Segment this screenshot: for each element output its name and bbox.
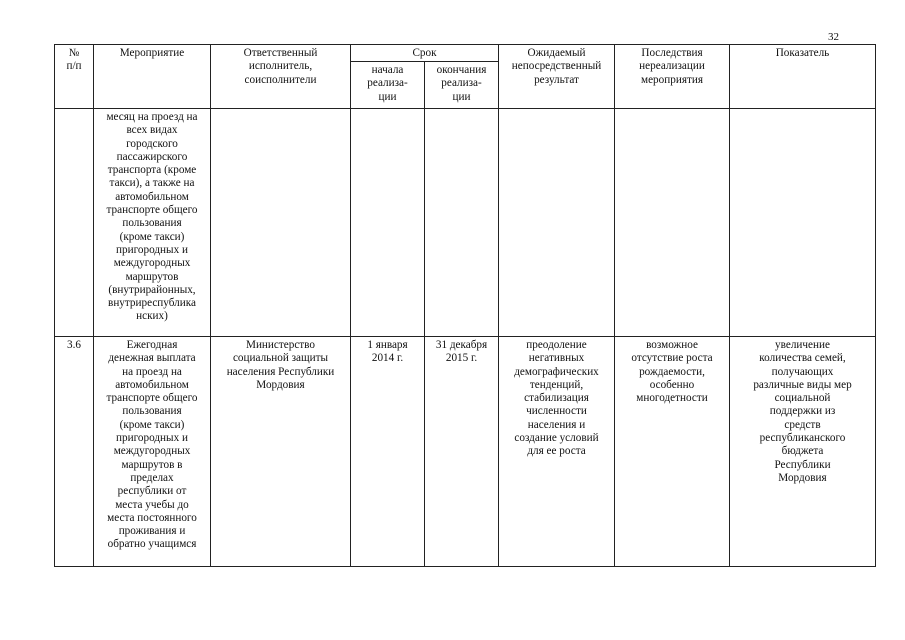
header-term: Срок (351, 45, 499, 62)
cell-number: 3.6 (55, 337, 94, 567)
measures-table (54, 44, 876, 567)
cell-consequence: возможное отсутствие роста рождаемости, особенно многодетности (615, 337, 730, 567)
table-row (55, 109, 876, 337)
cell-responsible: Министерство социальной защиты населения Республики Мордовия (211, 337, 351, 567)
table-row (55, 337, 876, 567)
cell-end: 31 декабря 2015 г. (425, 337, 499, 567)
header-expected-result: Ожидаемый непосредственный результат (499, 45, 615, 109)
cell-responsible (211, 109, 351, 337)
header-row (55, 45, 876, 62)
header-term-end: окончания реализа- ции (425, 62, 499, 109)
cell-number (55, 109, 94, 337)
header-indicator: Показатель (730, 45, 876, 109)
header-responsible: Ответственный исполнитель, соисполнители (211, 45, 351, 109)
header-event: Мероприятие (94, 45, 211, 109)
cell-start (351, 109, 425, 337)
cell-end (425, 109, 499, 337)
header-number: № п/п (55, 45, 94, 109)
cell-indicator: увеличение количества семей, получающих различные виды мер социальной поддержки из средств республиканского бюджета Республики Мордовия (730, 337, 876, 567)
cell-event: месяц на проезд на всех видах городского пассажирского транспорта (кроме такси), а также на автомобильном транспорте общего пользования (кроме такси) пригородных и междугородных маршрутов (внутрирайонных, внутриреспублика нских) (94, 109, 211, 337)
cell-result (499, 109, 615, 337)
cell-result: преодоление негативных демографических тенденций, стабилизация численности населения и создание условий для ее роста (499, 337, 615, 567)
cell-start: 1 января 2014 г. (351, 337, 425, 567)
cell-consequence (615, 109, 730, 337)
page-number: 32 (828, 31, 839, 43)
header-consequences: Последствия нереализации мероприятия (615, 45, 730, 109)
header-term-start: начала реализа- ции (351, 62, 425, 109)
cell-event: Ежегодная денежная выплата на проезд на автомобильном транспорте общего пользования (кроме такси) пригородных и междугородных маршрутов в пределах республики от места учебы до места постоянного проживания и обратно учащимся (94, 337, 211, 567)
cell-indicator (730, 109, 876, 337)
